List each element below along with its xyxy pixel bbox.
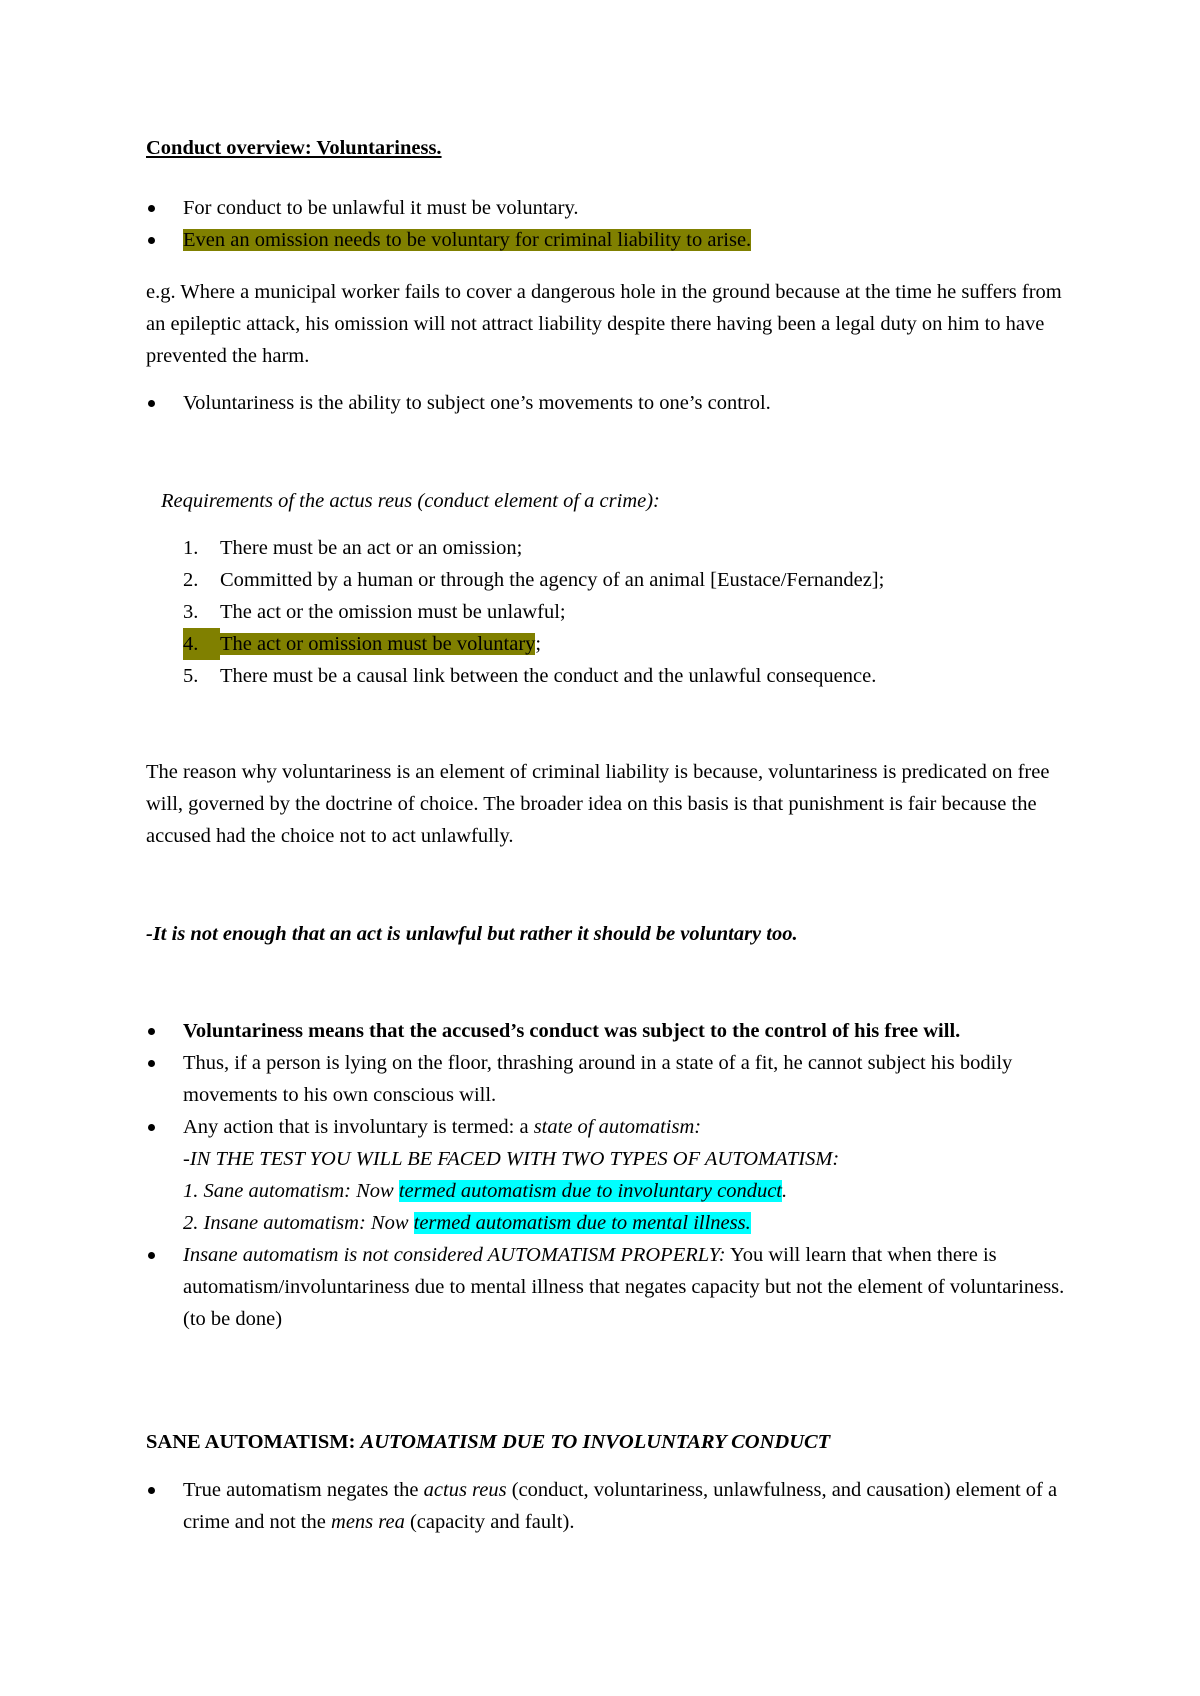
intro-bullet-list	[146, 192, 1066, 256]
list-item: Any action that is involuntary is termed: a state of automatism: -IN THE TEST YOU WILL BE FACED WITH TWO TYPES OF AUTOMATISM: 1. Sane automatism: Now termed automatism due to involuntary conduct. 2. Insane automatism: Now termed automatism due to mental illness.	[146, 1111, 1066, 1239]
list-item: 5. There must be a causal link between the conduct and the unlawful consequence.	[183, 665, 877, 687]
highlighted-text: termed automatism due to involuntary conduct	[398, 1180, 783, 1202]
emphasis-line: -It is not enough that an act is unlawful but rather it should be voluntary too.	[146, 923, 798, 945]
requirements-title: Requirements of the actus reus (conduct element of a crime):	[161, 490, 660, 512]
list-item: Insane automatism is not considered AUTOMATISM PROPERLY: You will learn that when there is automatism/involuntariness due to mental illness that negates capacity but not the element of voluntariness. (to be done)	[146, 1239, 1066, 1335]
list-item	[146, 224, 1066, 256]
automatism-bullet-list	[146, 1015, 1066, 1335]
list-item: 3. The act or the omission must be unlawful;	[183, 601, 566, 623]
list-item: For conduct to be unlawful it must be voluntary.	[146, 192, 1066, 224]
page-title: Conduct overview: Voluntariness.	[146, 137, 442, 159]
list-item: Voluntariness means that the accused’s conduct was subject to the control of his free will.	[146, 1015, 1066, 1047]
list-item: 2. Committed by a human or through the agency of an animal [Eustace/Fernandez];	[183, 569, 885, 591]
list-item: Voluntariness is the ability to subject one’s movements to one’s control.	[146, 387, 1066, 419]
list-item: 1. There must be an act or an omission;	[183, 537, 523, 559]
highlighted-text: The act or omission must be voluntary	[220, 633, 536, 655]
list-item: Thus, if a person is lying on the floor, thrashing around in a state of a fit, he cannot subject his bodily movements to his own conscious will.	[146, 1047, 1066, 1111]
list-item: True automatism negates the actus reus (conduct, voluntariness, unlawfulness, and causation) element of a crime and not the mens rea (capacity and fault).	[146, 1474, 1066, 1538]
highlighted-text: Even an omission needs to be voluntary for criminal liability to arise.	[183, 229, 752, 251]
section-heading: SANE AUTOMATISM: AUTOMATISM DUE TO INVOLUNTARY CONDUCT	[146, 1431, 831, 1453]
requirements-list	[183, 532, 1063, 692]
reason-paragraph: The reason why voluntariness is an element of criminal liability is because, voluntariness is predicated on free will, governed by the doctrine of choice. The broader idea on this basis is that punishment is fair because the accused had the choice not to act unlawfully.	[146, 761, 1050, 847]
list-item: 4. The act or omission must be voluntary;	[183, 628, 1063, 660]
example-paragraph: e.g. Where a municipal worker fails to cover a dangerous hole in the ground because at the time he suffers from an epileptic attack, his omission will not attract liability despite there having been a legal duty on him to have prevented the harm.	[146, 281, 1062, 367]
highlighted-text: termed automatism due to mental illness.	[413, 1212, 751, 1234]
final-bullet-list	[146, 1474, 1066, 1538]
definition-bullet-list	[146, 387, 1066, 419]
